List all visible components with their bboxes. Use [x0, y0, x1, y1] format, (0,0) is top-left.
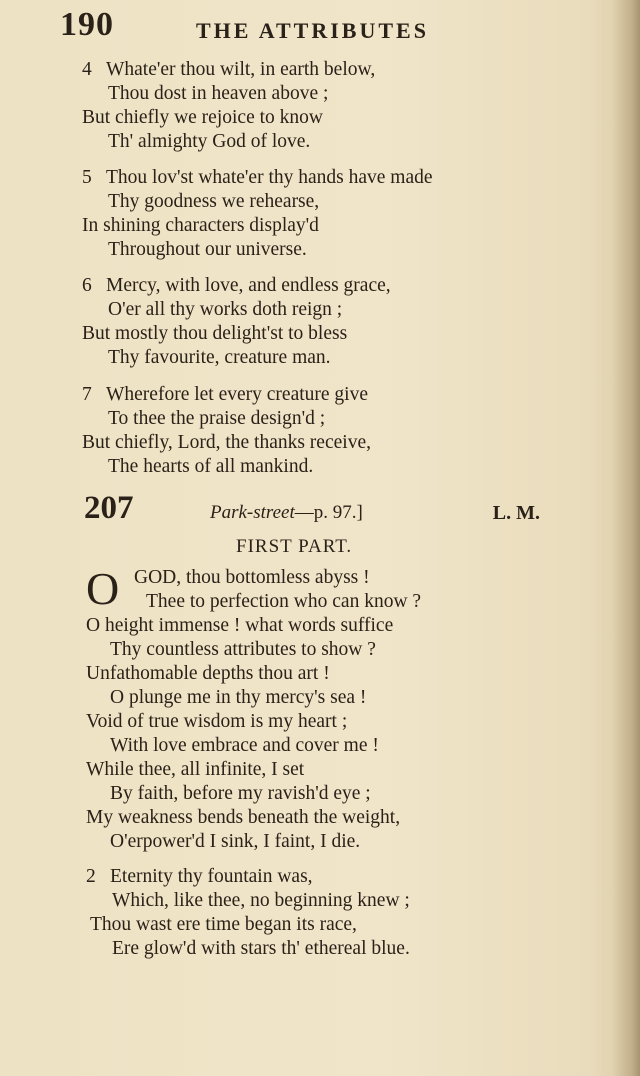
stanza-line: 4 Whate'er thou wilt, in earth below, [82, 59, 376, 80]
stanza-line: Th' almighty God of love. [108, 131, 311, 152]
stanza-line: While thee, all infinite, I set [86, 759, 305, 780]
stanza-line: My weakness bends beneath the weight, [86, 807, 401, 828]
stanza-7 [82, 383, 582, 479]
hymn-stanza-1 [86, 563, 606, 854]
stanza-line: O'erpower'd I sink, I faint, I die. [110, 831, 361, 852]
stanza-line: To thee the praise design'd ; [108, 408, 326, 429]
running-head: THE ATTRIBUTES [196, 18, 429, 43]
stanza-line: 6 Mercy, with love, and endless grace, [82, 275, 391, 296]
meter: L. M. [492, 502, 540, 524]
stanza-number: 5 [82, 167, 92, 188]
stanza-line: Ere glow'd with stars th' ethereal blue. [112, 938, 410, 959]
tune-name: Park-street [210, 502, 295, 523]
part-title: FIRST PART. [236, 536, 353, 557]
stanza-line: But mostly thou delight'st to bless [82, 323, 348, 344]
stanza-line: Thou dost in heaven above ; [108, 83, 329, 104]
stanza-line: Thee to perfection who can know ? [146, 591, 422, 612]
stanza-line: Void of true wisdom is my heart ; [86, 711, 348, 732]
stanza-line: But chiefly we rejoice to know [82, 107, 323, 128]
stanza-number: 4 [82, 59, 92, 80]
stanza-line: Throughout our universe. [108, 239, 307, 260]
stanza-line: The hearts of all mankind. [108, 456, 314, 477]
stanza-line: Thy countless attributes to show ? [110, 639, 376, 660]
stanza-6 [82, 274, 582, 370]
stanza-line: With love embrace and cover me ! [110, 735, 379, 756]
stanza-line: In shining characters display'd [82, 215, 319, 236]
tune-page: —p. 97.] [294, 502, 363, 523]
page-header [60, 6, 480, 46]
stanza-line: 2 Eternity thy fountain was, [86, 866, 313, 887]
stanza-line: Thy goodness we rehearse, [108, 191, 320, 212]
stanza-line: By faith, before my ravish'd eye ; [110, 783, 371, 804]
stanza-4 [82, 58, 582, 154]
drop-cap: O [86, 563, 120, 614]
hymn-number: 207 [84, 490, 134, 526]
stanza-line: Thou wast ere time began its race, [90, 914, 357, 935]
stanza-line: 7 Wherefore let every creature give [82, 384, 368, 405]
stanza-line: GOD, thou bottomless abyss ! [134, 567, 370, 588]
stanza-line: Unfathomable depths thou art ! [86, 663, 330, 684]
stanza-number: 6 [82, 275, 92, 296]
stanza-line: O'er all thy works doth reign ; [108, 299, 343, 320]
page-edge-shadow [612, 0, 640, 1076]
stanza-5 [82, 166, 582, 262]
tune-reference [210, 502, 363, 524]
stanza-number: 7 [82, 384, 92, 405]
stanza-line: But chiefly, Lord, the thanks receive, [82, 432, 371, 453]
stanza-line: Which, like thee, no beginning knew ; [112, 890, 410, 911]
stanza-line: O plunge me in thy mercy's sea ! [110, 687, 367, 708]
stanza-line: Thy favourite, creature man. [108, 347, 331, 368]
stanza-number: 2 [86, 866, 96, 887]
hymn-header [84, 490, 554, 530]
stanza-line: 5 Thou lov'st whate'er thy hands have made [82, 167, 433, 188]
page-number: 190 [60, 6, 114, 43]
hymn-stanza-2 [86, 865, 586, 961]
stanza-line: O height immense ! what words suffice [86, 615, 394, 636]
